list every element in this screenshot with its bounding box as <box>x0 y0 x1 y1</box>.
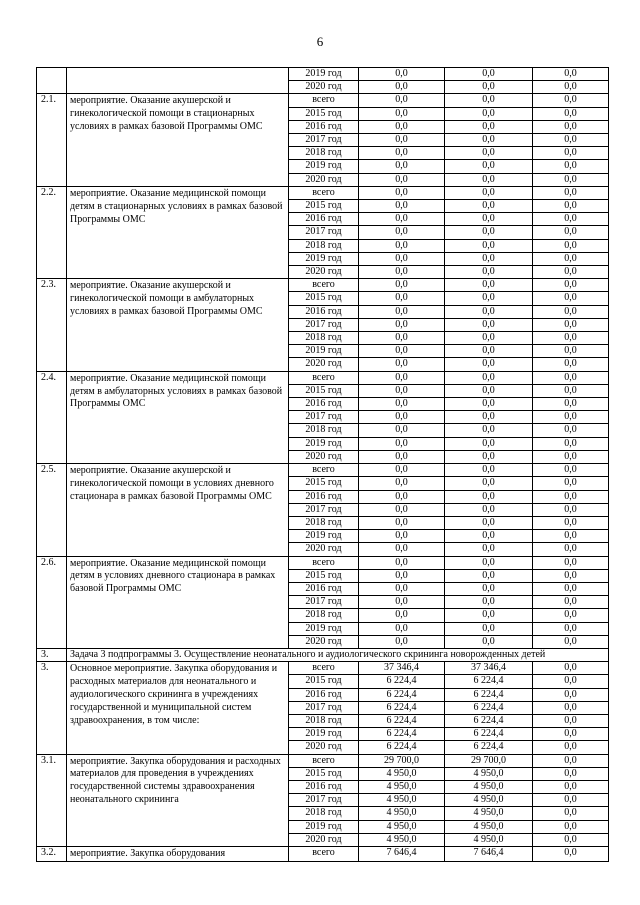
period-cell: 2017 год <box>289 411 359 424</box>
value-cell-2: 0,0 <box>445 398 533 411</box>
value-cell-1: 0,0 <box>359 635 445 648</box>
value-cell-3: 0,0 <box>533 582 609 595</box>
value-cell-1: 6 224,4 <box>359 688 445 701</box>
value-cell-3: 0,0 <box>533 332 609 345</box>
value-cell-2: 0,0 <box>445 81 533 94</box>
value-cell-2: 0,0 <box>445 345 533 358</box>
period-cell: 2017 год <box>289 794 359 807</box>
value-cell-3: 0,0 <box>533 754 609 767</box>
item-name-cell: мероприятие. Закупка оборудования и расходных материалов для проведения в учреждениях государственной системы здравоохранения неонатального скрининга <box>67 754 289 846</box>
value-cell-1: 0,0 <box>359 292 445 305</box>
value-cell-2: 6 224,4 <box>445 688 533 701</box>
value-cell-3: 0,0 <box>533 556 609 569</box>
value-cell-3: 0,0 <box>533 569 609 582</box>
value-cell-2: 0,0 <box>445 384 533 397</box>
period-cell: 2019 год <box>289 622 359 635</box>
value-cell-2: 0,0 <box>445 437 533 450</box>
value-cell-3: 0,0 <box>533 226 609 239</box>
value-cell-3: 0,0 <box>533 305 609 318</box>
table-row <box>37 94 609 107</box>
value-cell-3: 0,0 <box>533 266 609 279</box>
value-cell-2: 4 950,0 <box>445 780 533 793</box>
value-cell-2: 0,0 <box>445 358 533 371</box>
period-cell: 2018 год <box>289 147 359 160</box>
value-cell-1: 0,0 <box>359 530 445 543</box>
value-cell-1: 0,0 <box>359 318 445 331</box>
value-cell-1: 0,0 <box>359 384 445 397</box>
value-cell-3: 0,0 <box>533 503 609 516</box>
value-cell-2: 0,0 <box>445 464 533 477</box>
task-row <box>37 648 609 661</box>
value-cell-2: 6 224,4 <box>445 741 533 754</box>
value-cell-3: 0,0 <box>533 530 609 543</box>
item-number-cell: 2.1. <box>37 94 67 186</box>
value-cell-1: 0,0 <box>359 411 445 424</box>
value-cell-2: 0,0 <box>445 516 533 529</box>
period-cell: 2015 год <box>289 200 359 213</box>
item-number-cell: 2.6. <box>37 556 67 648</box>
value-cell-3: 0,0 <box>533 68 609 81</box>
period-cell: 2020 год <box>289 266 359 279</box>
value-cell-2: 0,0 <box>445 503 533 516</box>
value-cell-2: 4 950,0 <box>445 807 533 820</box>
value-cell-2: 0,0 <box>445 292 533 305</box>
value-cell-3: 0,0 <box>533 437 609 450</box>
table-row <box>37 68 609 81</box>
value-cell-1: 0,0 <box>359 239 445 252</box>
period-cell: 2020 год <box>289 173 359 186</box>
item-number-cell: 2.5. <box>37 464 67 556</box>
value-cell-1: 0,0 <box>359 147 445 160</box>
value-cell-3: 0,0 <box>533 662 609 675</box>
period-cell: 2016 год <box>289 213 359 226</box>
value-cell-3: 0,0 <box>533 543 609 556</box>
value-cell-2: 0,0 <box>445 622 533 635</box>
value-cell-1: 4 950,0 <box>359 767 445 780</box>
page-number: 6 <box>316 34 324 49</box>
item-name-cell: мероприятие. Оказание медицинской помощи детям в условиях дневного стационара в рамках базовой Программы ОМС <box>67 556 289 648</box>
value-cell-2: 0,0 <box>445 279 533 292</box>
value-cell-2: 4 950,0 <box>445 833 533 846</box>
period-cell: 2020 год <box>289 635 359 648</box>
value-cell-2: 37 346,4 <box>445 662 533 675</box>
table-row <box>37 846 609 861</box>
value-cell-1: 0,0 <box>359 477 445 490</box>
value-cell-3: 0,0 <box>533 398 609 411</box>
value-cell-3: 0,0 <box>533 490 609 503</box>
value-cell-1: 4 950,0 <box>359 820 445 833</box>
value-cell-1: 0,0 <box>359 358 445 371</box>
value-cell-3: 0,0 <box>533 371 609 384</box>
value-cell-1: 0,0 <box>359 332 445 345</box>
item-number-cell <box>37 68 67 94</box>
value-cell-1: 6 224,4 <box>359 701 445 714</box>
value-cell-1: 0,0 <box>359 464 445 477</box>
item-name-cell: мероприятие. Оказание медицинской помощи детям в стационарных условиях в рамках базовой Программы ОМС <box>67 186 289 278</box>
value-cell-2: 0,0 <box>445 332 533 345</box>
value-cell-1: 0,0 <box>359 556 445 569</box>
value-cell-3: 0,0 <box>533 160 609 173</box>
value-cell-1: 0,0 <box>359 437 445 450</box>
period-cell: всего <box>289 186 359 199</box>
value-cell-3: 0,0 <box>533 450 609 463</box>
value-cell-3: 0,0 <box>533 81 609 94</box>
value-cell-3: 0,0 <box>533 200 609 213</box>
value-cell-1: 0,0 <box>359 266 445 279</box>
value-cell-2: 29 700,0 <box>445 754 533 767</box>
period-cell: 2016 год <box>289 780 359 793</box>
value-cell-2: 0,0 <box>445 635 533 648</box>
item-name-cell: мероприятие. Оказание акушерской и гинекологической помощи в условиях дневного стационара в рамках базовой Программы ОМС <box>67 464 289 556</box>
value-cell-3: 0,0 <box>533 464 609 477</box>
period-cell: 2016 год <box>289 305 359 318</box>
period-cell: 2015 год <box>289 569 359 582</box>
period-cell: 2020 год <box>289 741 359 754</box>
value-cell-1: 0,0 <box>359 107 445 120</box>
value-cell-3: 0,0 <box>533 94 609 107</box>
value-cell-2: 0,0 <box>445 120 533 133</box>
budget-table <box>36 67 609 862</box>
value-cell-2: 7 646,4 <box>445 846 533 861</box>
value-cell-2: 0,0 <box>445 239 533 252</box>
period-cell: 2020 год <box>289 543 359 556</box>
value-cell-3: 0,0 <box>533 780 609 793</box>
value-cell-3: 0,0 <box>533 846 609 861</box>
value-cell-3: 0,0 <box>533 622 609 635</box>
value-cell-1: 6 224,4 <box>359 741 445 754</box>
value-cell-2: 0,0 <box>445 609 533 622</box>
value-cell-2: 0,0 <box>445 318 533 331</box>
period-cell: всего <box>289 279 359 292</box>
value-cell-3: 0,0 <box>533 424 609 437</box>
period-cell: 2019 год <box>289 252 359 265</box>
period-cell: 2017 год <box>289 596 359 609</box>
value-cell-1: 0,0 <box>359 81 445 94</box>
item-number-cell: 3. <box>37 662 67 754</box>
value-cell-2: 6 224,4 <box>445 701 533 714</box>
value-cell-1: 0,0 <box>359 213 445 226</box>
value-cell-3: 0,0 <box>533 173 609 186</box>
value-cell-1: 6 224,4 <box>359 714 445 727</box>
table-row <box>37 371 609 384</box>
period-cell: 2018 год <box>289 714 359 727</box>
period-cell: 2018 год <box>289 239 359 252</box>
value-cell-1: 0,0 <box>359 252 445 265</box>
value-cell-1: 4 950,0 <box>359 807 445 820</box>
value-cell-3: 0,0 <box>533 292 609 305</box>
value-cell-2: 0,0 <box>445 477 533 490</box>
value-cell-3: 0,0 <box>533 728 609 741</box>
value-cell-2: 0,0 <box>445 252 533 265</box>
value-cell-2: 6 224,4 <box>445 675 533 688</box>
value-cell-2: 4 950,0 <box>445 820 533 833</box>
period-cell: 2015 год <box>289 292 359 305</box>
table-body-subprogram-3 <box>37 662 609 862</box>
period-cell: 2016 год <box>289 398 359 411</box>
value-cell-2: 4 950,0 <box>445 767 533 780</box>
value-cell-3: 0,0 <box>533 134 609 147</box>
period-cell: 2018 год <box>289 807 359 820</box>
value-cell-3: 0,0 <box>533 688 609 701</box>
period-cell: 2015 год <box>289 384 359 397</box>
period-cell: 2019 год <box>289 437 359 450</box>
task-section <box>37 648 609 661</box>
value-cell-1: 0,0 <box>359 200 445 213</box>
value-cell-2: 4 950,0 <box>445 794 533 807</box>
value-cell-1: 0,0 <box>359 186 445 199</box>
value-cell-1: 29 700,0 <box>359 754 445 767</box>
value-cell-3: 0,0 <box>533 213 609 226</box>
value-cell-1: 0,0 <box>359 569 445 582</box>
value-cell-2: 0,0 <box>445 569 533 582</box>
value-cell-1: 0,0 <box>359 371 445 384</box>
value-cell-1: 0,0 <box>359 345 445 358</box>
value-cell-2: 6 224,4 <box>445 728 533 741</box>
item-number-cell: 3.1. <box>37 754 67 846</box>
value-cell-3: 0,0 <box>533 279 609 292</box>
period-cell: 2019 год <box>289 68 359 81</box>
value-cell-2: 0,0 <box>445 556 533 569</box>
value-cell-2: 0,0 <box>445 543 533 556</box>
value-cell-3: 0,0 <box>533 675 609 688</box>
value-cell-1: 0,0 <box>359 450 445 463</box>
value-cell-3: 0,0 <box>533 252 609 265</box>
value-cell-1: 4 950,0 <box>359 833 445 846</box>
period-cell: всего <box>289 662 359 675</box>
period-cell: 2020 год <box>289 358 359 371</box>
period-cell: 2015 год <box>289 107 359 120</box>
value-cell-1: 0,0 <box>359 120 445 133</box>
table-row <box>37 464 609 477</box>
value-cell-2: 0,0 <box>445 450 533 463</box>
period-cell: 2020 год <box>289 833 359 846</box>
value-cell-1: 0,0 <box>359 609 445 622</box>
item-name-cell: мероприятие. Закупка оборудования <box>67 846 289 861</box>
value-cell-3: 0,0 <box>533 807 609 820</box>
period-cell: 2016 год <box>289 688 359 701</box>
table-body-subprogram-2 <box>37 68 609 649</box>
period-cell: всего <box>289 94 359 107</box>
period-cell: 2015 год <box>289 767 359 780</box>
period-cell: 2015 год <box>289 477 359 490</box>
table-row <box>37 186 609 199</box>
period-cell: 2019 год <box>289 160 359 173</box>
value-cell-2: 0,0 <box>445 411 533 424</box>
table-row <box>37 754 609 767</box>
value-cell-1: 6 224,4 <box>359 728 445 741</box>
period-cell: 2017 год <box>289 503 359 516</box>
value-cell-1: 37 346,4 <box>359 662 445 675</box>
period-cell: 2016 год <box>289 582 359 595</box>
value-cell-3: 0,0 <box>533 120 609 133</box>
period-cell: 2017 год <box>289 134 359 147</box>
period-cell: всего <box>289 556 359 569</box>
value-cell-3: 0,0 <box>533 239 609 252</box>
value-cell-3: 0,0 <box>533 345 609 358</box>
value-cell-1: 0,0 <box>359 622 445 635</box>
value-cell-2: 0,0 <box>445 68 533 81</box>
period-cell: 2020 год <box>289 450 359 463</box>
value-cell-1: 0,0 <box>359 503 445 516</box>
task-title: Задача 3 подпрограммы 3. Осуществление неонатального и аудиологического скрининга новорожденных детей <box>67 648 609 661</box>
value-cell-3: 0,0 <box>533 701 609 714</box>
value-cell-1: 7 646,4 <box>359 846 445 861</box>
value-cell-2: 0,0 <box>445 147 533 160</box>
value-cell-3: 0,0 <box>533 358 609 371</box>
value-cell-1: 4 950,0 <box>359 780 445 793</box>
value-cell-2: 0,0 <box>445 582 533 595</box>
value-cell-1: 0,0 <box>359 226 445 239</box>
item-number-cell: 3.2. <box>37 846 67 861</box>
value-cell-1: 0,0 <box>359 160 445 173</box>
value-cell-3: 0,0 <box>533 833 609 846</box>
period-cell: 2019 год <box>289 345 359 358</box>
value-cell-1: 0,0 <box>359 596 445 609</box>
value-cell-3: 0,0 <box>533 147 609 160</box>
value-cell-2: 0,0 <box>445 94 533 107</box>
value-cell-1: 0,0 <box>359 305 445 318</box>
period-cell: 2016 год <box>289 490 359 503</box>
value-cell-1: 6 224,4 <box>359 675 445 688</box>
period-cell: всего <box>289 464 359 477</box>
value-cell-2: 0,0 <box>445 186 533 199</box>
value-cell-2: 0,0 <box>445 266 533 279</box>
value-cell-3: 0,0 <box>533 767 609 780</box>
item-name-cell: мероприятие. Оказание акушерской и гинекологической помощи в стационарных условиях в рамках базовой Программы ОМС <box>67 94 289 186</box>
value-cell-2: 0,0 <box>445 213 533 226</box>
value-cell-1: 4 950,0 <box>359 794 445 807</box>
value-cell-3: 0,0 <box>533 318 609 331</box>
item-number-cell: 2.3. <box>37 279 67 371</box>
value-cell-3: 0,0 <box>533 384 609 397</box>
value-cell-1: 0,0 <box>359 94 445 107</box>
period-cell: 2017 год <box>289 318 359 331</box>
period-cell: 2019 год <box>289 530 359 543</box>
value-cell-1: 0,0 <box>359 582 445 595</box>
table-row <box>37 556 609 569</box>
value-cell-1: 0,0 <box>359 68 445 81</box>
value-cell-1: 0,0 <box>359 424 445 437</box>
value-cell-3: 0,0 <box>533 516 609 529</box>
period-cell: 2016 год <box>289 120 359 133</box>
period-cell: всего <box>289 371 359 384</box>
period-cell: 2018 год <box>289 609 359 622</box>
value-cell-2: 0,0 <box>445 160 533 173</box>
value-cell-2: 0,0 <box>445 305 533 318</box>
table-row <box>37 662 609 675</box>
value-cell-2: 0,0 <box>445 173 533 186</box>
value-cell-3: 0,0 <box>533 714 609 727</box>
item-name-cell <box>67 68 289 94</box>
value-cell-2: 0,0 <box>445 226 533 239</box>
table-row <box>37 279 609 292</box>
period-cell: всего <box>289 846 359 861</box>
item-name-cell: Основное мероприятие. Закупка оборудования и расходных материалов для неонатального и аудиологического скрининга в учреждениях государственной и муниципальной систем здравоохранения, в том числе: <box>67 662 289 754</box>
item-name-cell: мероприятие. Оказание акушерской и гинекологической помощи в амбулаторных условиях в рамках базовой Программы ОМС <box>67 279 289 371</box>
value-cell-2: 0,0 <box>445 371 533 384</box>
item-number-cell: 2.2. <box>37 186 67 278</box>
value-cell-3: 0,0 <box>533 609 609 622</box>
value-cell-2: 0,0 <box>445 530 533 543</box>
value-cell-3: 0,0 <box>533 107 609 120</box>
value-cell-3: 0,0 <box>533 741 609 754</box>
value-cell-3: 0,0 <box>533 596 609 609</box>
value-cell-2: 0,0 <box>445 490 533 503</box>
item-name-cell: мероприятие. Оказание медицинской помощи детям в амбулаторных условиях в рамках базовой Программы ОМС <box>67 371 289 463</box>
period-cell: 2018 год <box>289 516 359 529</box>
value-cell-3: 0,0 <box>533 186 609 199</box>
value-cell-2: 0,0 <box>445 200 533 213</box>
value-cell-2: 0,0 <box>445 134 533 147</box>
period-cell: 2017 год <box>289 701 359 714</box>
value-cell-1: 0,0 <box>359 173 445 186</box>
value-cell-2: 0,0 <box>445 596 533 609</box>
value-cell-1: 0,0 <box>359 398 445 411</box>
period-cell: 2018 год <box>289 332 359 345</box>
value-cell-3: 0,0 <box>533 411 609 424</box>
value-cell-1: 0,0 <box>359 134 445 147</box>
period-cell: всего <box>289 754 359 767</box>
value-cell-1: 0,0 <box>359 490 445 503</box>
value-cell-2: 0,0 <box>445 424 533 437</box>
period-cell: 2017 год <box>289 226 359 239</box>
value-cell-3: 0,0 <box>533 794 609 807</box>
period-cell: 2015 год <box>289 675 359 688</box>
task-number: 3. <box>37 648 67 661</box>
value-cell-3: 0,0 <box>533 477 609 490</box>
period-cell: 2020 год <box>289 81 359 94</box>
value-cell-1: 0,0 <box>359 279 445 292</box>
period-cell: 2019 год <box>289 820 359 833</box>
value-cell-3: 0,0 <box>533 635 609 648</box>
period-cell: 2018 год <box>289 424 359 437</box>
value-cell-2: 6 224,4 <box>445 714 533 727</box>
period-cell: 2019 год <box>289 728 359 741</box>
value-cell-3: 0,0 <box>533 820 609 833</box>
item-number-cell: 2.4. <box>37 371 67 463</box>
value-cell-1: 0,0 <box>359 543 445 556</box>
value-cell-1: 0,0 <box>359 516 445 529</box>
value-cell-2: 0,0 <box>445 107 533 120</box>
